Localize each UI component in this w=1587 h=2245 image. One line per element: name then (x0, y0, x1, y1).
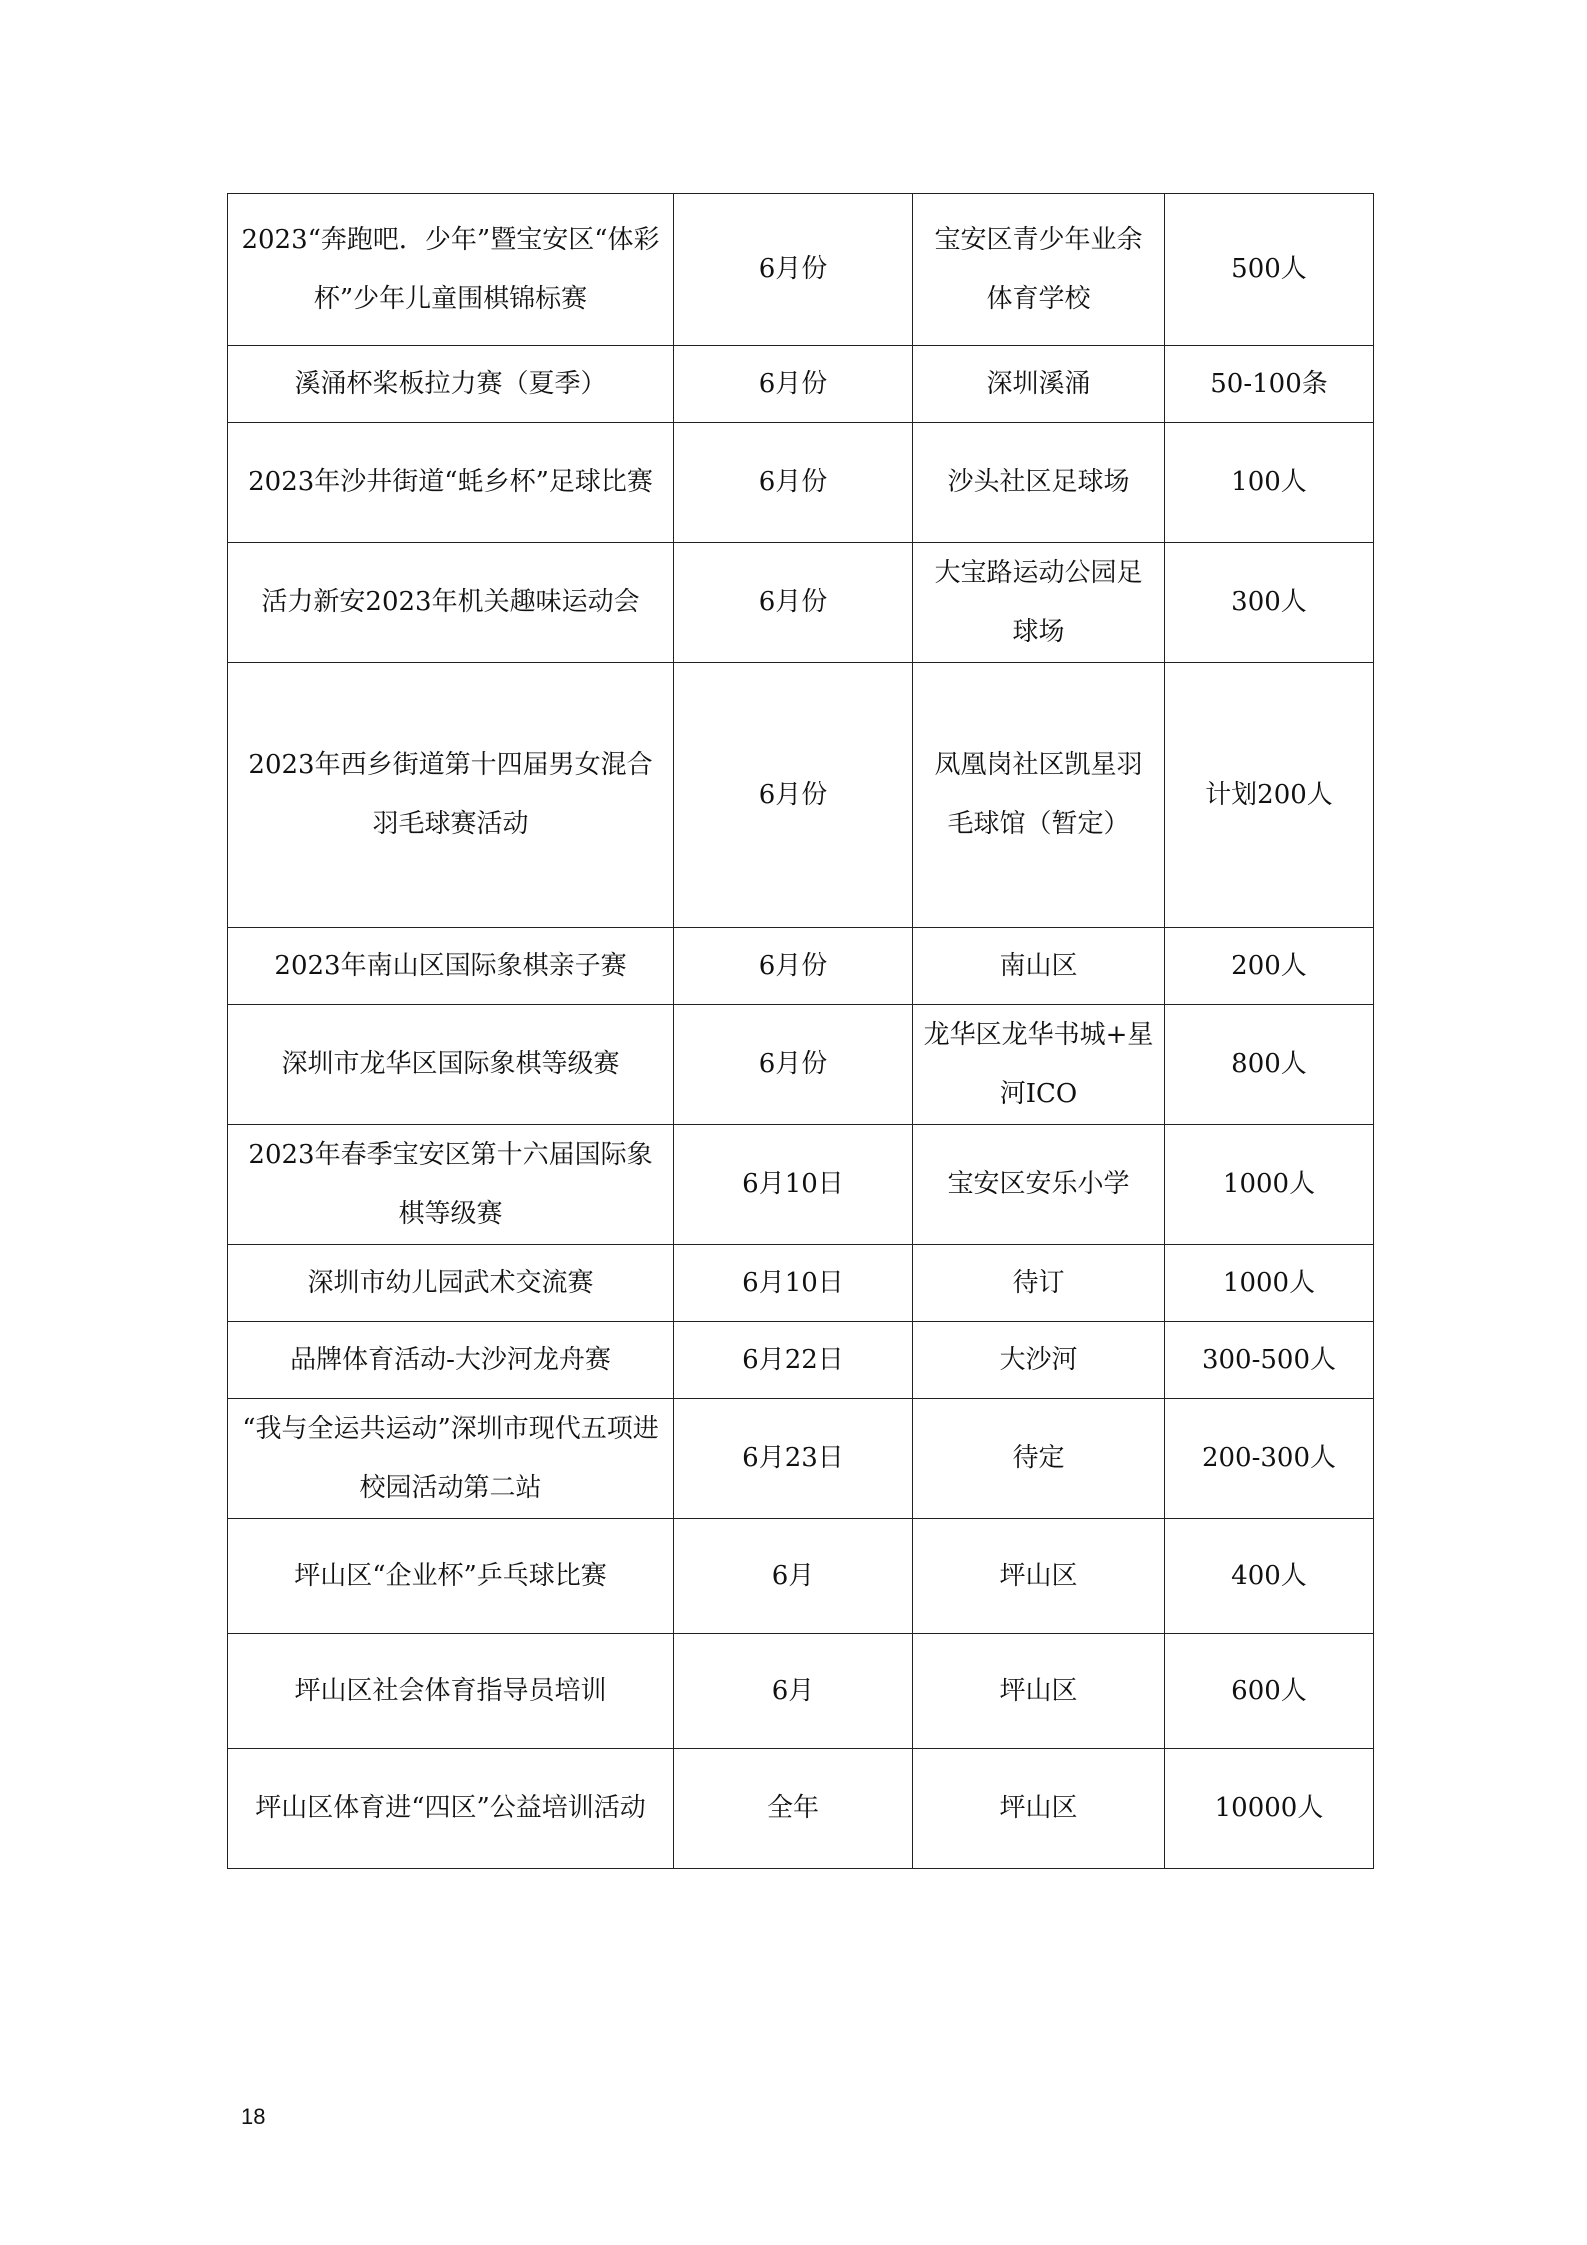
event-venue-cell: 坪山区 (913, 1749, 1165, 1869)
event-time-cell: 6月 (674, 1634, 913, 1749)
event-venue-cell: 坪山区 (913, 1519, 1165, 1634)
table-row (228, 663, 1374, 928)
event-time-cell: 6月份 (674, 663, 913, 928)
table-row (228, 1399, 1374, 1519)
table-row (228, 1322, 1374, 1399)
event-time-cell: 6月份 (674, 1005, 913, 1125)
event-scale-cell: 200人 (1165, 928, 1374, 1005)
event-venue-cell: 大沙河 (913, 1322, 1165, 1399)
table-row (228, 928, 1374, 1005)
event-venue-cell: 宝安区安乐小学 (913, 1125, 1165, 1245)
event-time-cell: 全年 (674, 1749, 913, 1869)
event-venue-cell: 待订 (913, 1245, 1165, 1322)
event-scale-cell: 计划200人 (1165, 663, 1374, 928)
event-name-cell: “我与全运共运动”深圳市现代五项进校园活动第二站 (228, 1399, 674, 1519)
event-schedule-body (228, 194, 1374, 1869)
event-time-cell: 6月 (674, 1519, 913, 1634)
event-venue-cell: 宝安区青少年业余体育学校 (913, 194, 1165, 346)
event-venue-cell: 大宝路运动公园足球场 (913, 543, 1165, 663)
page-number: 18 (241, 2104, 266, 2129)
event-scale-cell: 400人 (1165, 1519, 1374, 1634)
event-scale-cell: 1000人 (1165, 1245, 1374, 1322)
event-scale-cell: 100人 (1165, 423, 1374, 543)
event-name-cell: 2023年春季宝安区第十六届国际象棋等级赛 (228, 1125, 674, 1245)
event-name-cell: 坪山区社会体育指导员培训 (228, 1634, 674, 1749)
event-time-cell: 6月份 (674, 423, 913, 543)
event-name-cell: 坪山区“企业杯”乒乓球比赛 (228, 1519, 674, 1634)
event-scale-cell: 1000人 (1165, 1125, 1374, 1245)
table-row (228, 1749, 1374, 1869)
event-name-cell: 2023年沙井街道“蚝乡杯”足球比赛 (228, 423, 674, 543)
event-schedule-table (227, 193, 1374, 1869)
event-scale-cell: 600人 (1165, 1634, 1374, 1749)
event-name-cell: 溪涌杯桨板拉力赛（夏季） (228, 346, 674, 423)
event-name-cell: 2023年西乡街道第十四届男女混合羽毛球赛活动 (228, 663, 674, 928)
table-row (228, 1245, 1374, 1322)
event-name-cell: 2023“奔跑吧．少年”暨宝安区“体彩杯”少年儿童围棋锦标赛 (228, 194, 674, 346)
event-scale-cell: 200-300人 (1165, 1399, 1374, 1519)
event-venue-cell: 凤凰岗社区凯星羽毛球馆（暂定） (913, 663, 1165, 928)
event-scale-cell: 800人 (1165, 1005, 1374, 1125)
event-time-cell: 6月份 (674, 543, 913, 663)
event-time-cell: 6月10日 (674, 1245, 913, 1322)
event-venue-cell: 南山区 (913, 928, 1165, 1005)
event-scale-cell: 500人 (1165, 194, 1374, 346)
event-scale-cell: 300人 (1165, 543, 1374, 663)
event-time-cell: 6月10日 (674, 1125, 913, 1245)
table-row (228, 1519, 1374, 1634)
event-time-cell: 6月份 (674, 194, 913, 346)
event-name-cell: 深圳市龙华区国际象棋等级赛 (228, 1005, 674, 1125)
event-venue-cell: 待定 (913, 1399, 1165, 1519)
event-name-cell: 品牌体育活动-大沙河龙舟赛 (228, 1322, 674, 1399)
event-time-cell: 6月22日 (674, 1322, 913, 1399)
event-scale-cell: 50-100条 (1165, 346, 1374, 423)
table-row (228, 1125, 1374, 1245)
event-venue-cell: 龙华区龙华书城+星河ICO (913, 1005, 1165, 1125)
event-scale-cell: 10000人 (1165, 1749, 1374, 1869)
table-row (228, 194, 1374, 346)
event-time-cell: 6月23日 (674, 1399, 913, 1519)
event-name-cell: 活力新安2023年机关趣味运动会 (228, 543, 674, 663)
event-name-cell: 2023年南山区国际象棋亲子赛 (228, 928, 674, 1005)
table-row (228, 423, 1374, 543)
event-time-cell: 6月份 (674, 928, 913, 1005)
table-row (228, 346, 1374, 423)
event-venue-cell: 深圳溪涌 (913, 346, 1165, 423)
event-time-cell: 6月份 (674, 346, 913, 423)
table-row (228, 1634, 1374, 1749)
event-scale-cell: 300-500人 (1165, 1322, 1374, 1399)
event-venue-cell: 坪山区 (913, 1634, 1165, 1749)
table-row (228, 1005, 1374, 1125)
event-name-cell: 坪山区体育进“四区”公益培训活动 (228, 1749, 674, 1869)
table-row (228, 543, 1374, 663)
event-name-cell: 深圳市幼儿园武术交流赛 (228, 1245, 674, 1322)
event-venue-cell: 沙头社区足球场 (913, 423, 1165, 543)
